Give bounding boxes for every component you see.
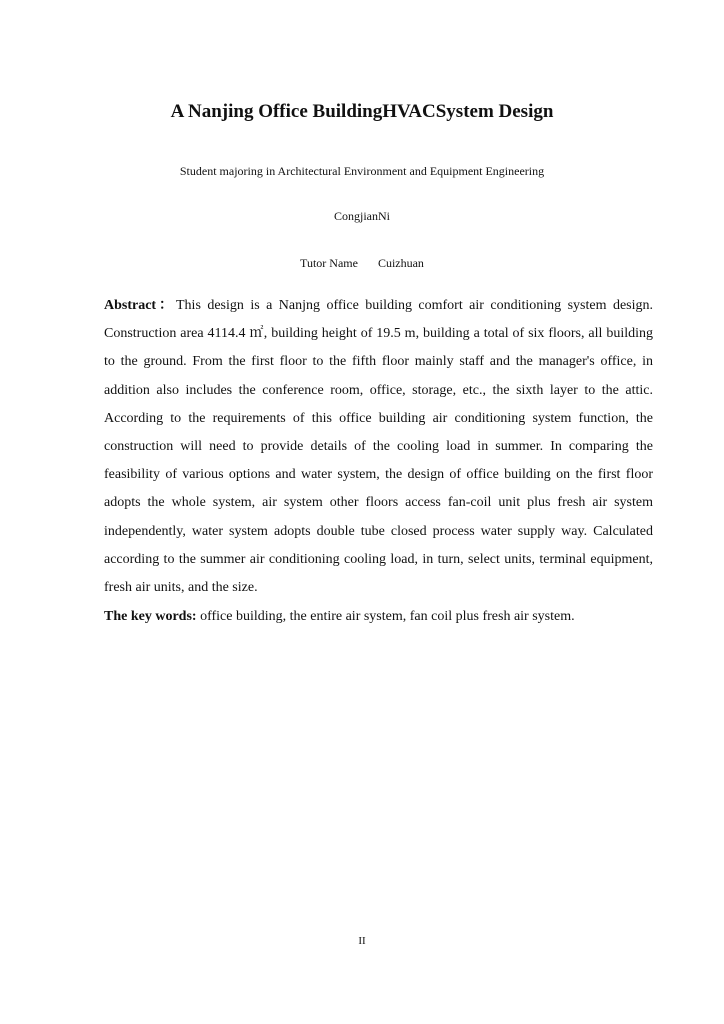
tutor-name: Cuizhuan bbox=[377, 256, 424, 270]
paper-subtitle: Student majoring in Architectural Environment and Equipment Engineering bbox=[179, 164, 545, 178]
author-name: CongjianNi bbox=[334, 209, 390, 223]
paper-title: A Nanjing Office BuildingHVACSystem Design bbox=[170, 101, 554, 122]
keywords-label: The key words: bbox=[104, 609, 197, 624]
keywords-text: office building, the entire air system, fan coil plus fresh air system. bbox=[200, 609, 575, 624]
abstract-paragraph bbox=[104, 292, 653, 602]
keywords-paragraph bbox=[104, 603, 653, 631]
abstract-text: This design is a Nanjng office building comfort air conditioning system design. Construction area 4114.4 ㎡, building height of 19.5 m, building a total of six floors, all building to the ground. From the first floor to the fifth floor mainly staff and the manager's office, in addition also includes the conference room, office, storage, etc., the sixth layer to the attic. According to the requirements of this office building air conditioning system function, the construction will need to provide details of the cooling load in summer. In comparing the feasibility of various options and water system, the design of office building on the first floor adopts the whole system, air system other floors access fan-coil unit plus fresh air system independently, water system adopts double tube closed process water supply way. Calculated according to the summer air conditioning cooling load, in turn, select units, terminal equipment, fresh air units, and the size. bbox=[104, 298, 653, 596]
abstract-label: Abstract： bbox=[104, 298, 176, 313]
tutor-label: Tutor Name bbox=[300, 256, 358, 270]
page-number: II bbox=[358, 935, 366, 947]
tutor-line bbox=[0, 256, 724, 271]
